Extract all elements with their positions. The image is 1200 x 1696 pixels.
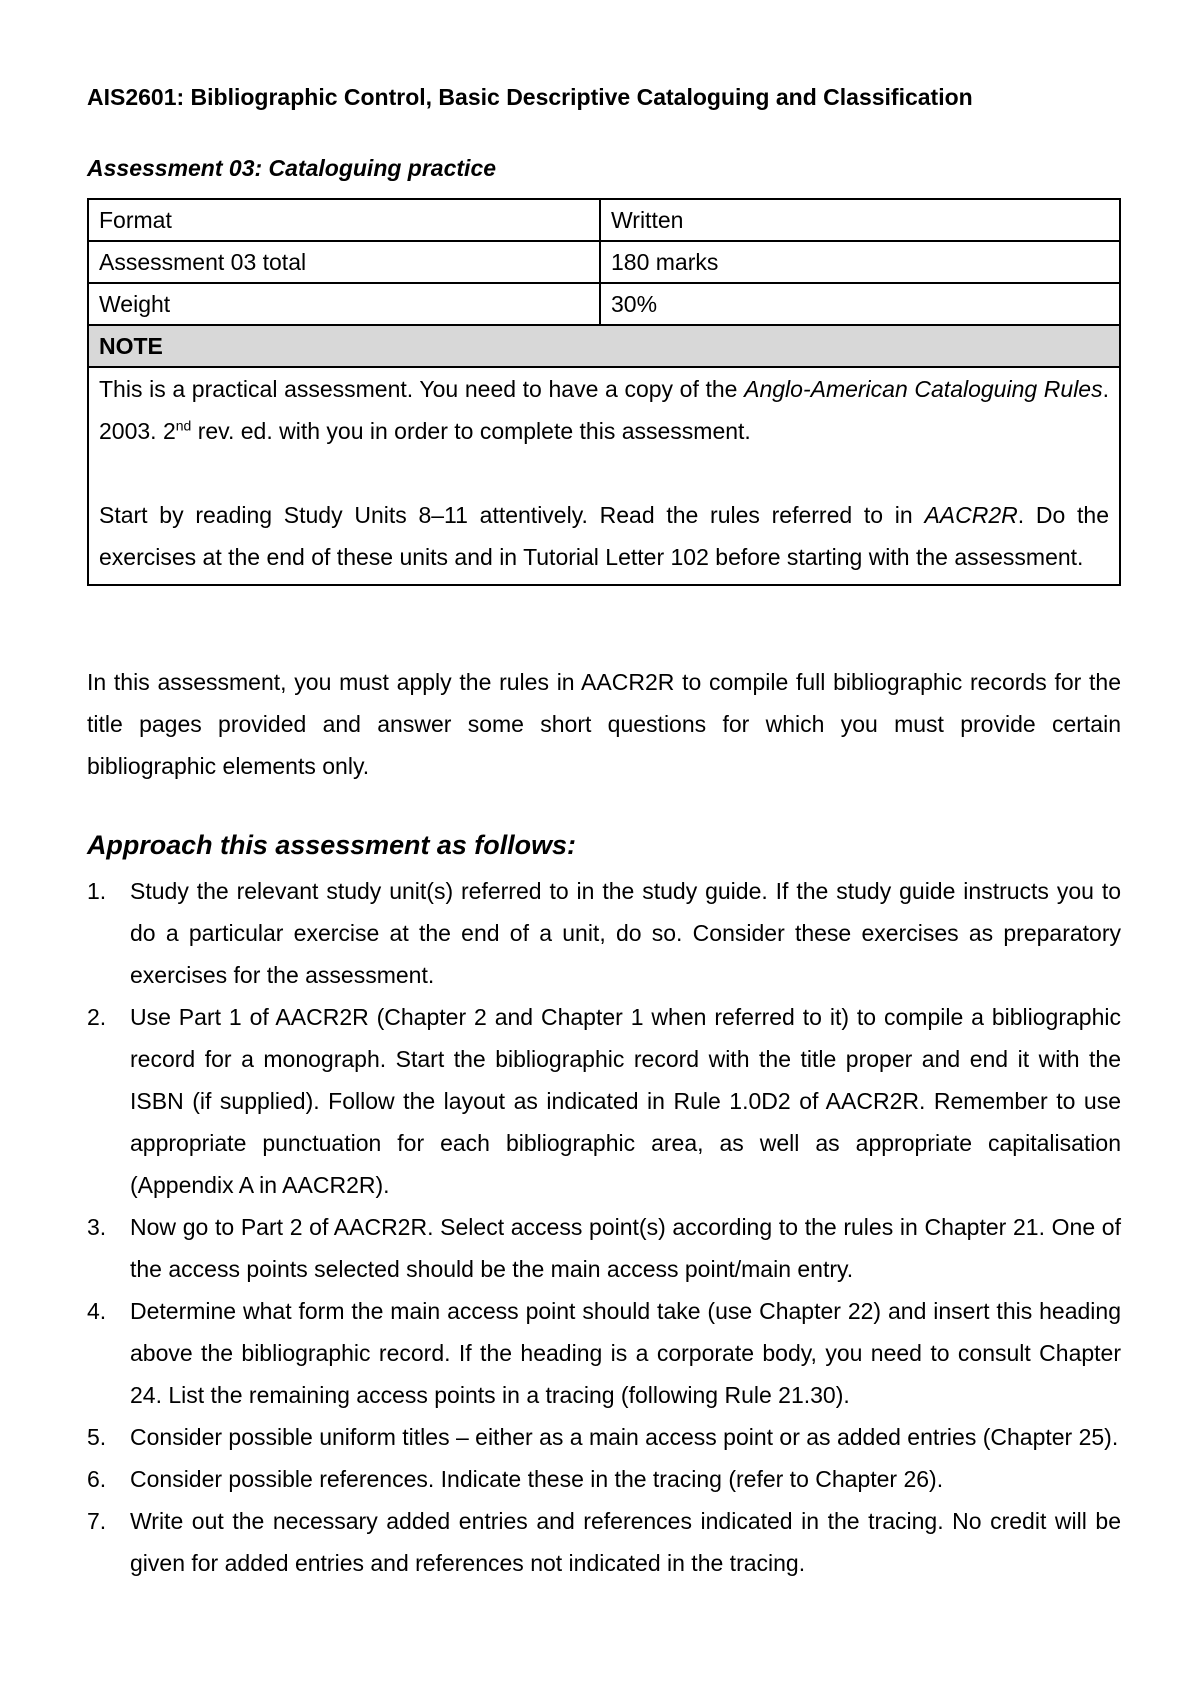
list-item bbox=[87, 1290, 1121, 1416]
list-item bbox=[87, 1458, 1121, 1500]
note-body bbox=[89, 368, 1119, 584]
approach-steps-list bbox=[87, 870, 1121, 1584]
note-text: rev. ed. with you in order to complete this assessment. bbox=[191, 418, 751, 444]
list-item bbox=[87, 1416, 1121, 1458]
assessment-info-table bbox=[87, 198, 1121, 586]
step-text: Now go to Part 2 of AACR2R. Select access point(s) according to the rules in Chapter 21. One of the access points selected should be the main access point/main entry. bbox=[130, 1214, 1121, 1282]
ordinal-suffix: nd bbox=[175, 417, 192, 434]
course-title: AIS2601: Bibliographic Control, Basic Descriptive Cataloguing and Classification bbox=[87, 84, 973, 110]
step-number: 7. bbox=[87, 1508, 107, 1534]
note-text: This is a practical assessment. You need to have a copy of the bbox=[99, 376, 745, 402]
step-text: Use Part 1 of AACR2R (Chapter 2 and Chapter 1 when referred to it) to compile a bibliographic record for a monograph. Start the bibliographic record with the title proper and end it with the ISBN (if supplied). Follow the layout as indicated in Rule 1.0D2 of AACR2R. Remember to use appropriate punctuation for each bibliographic area, as well as appropriate capitalisation (Appendix A in AACR2R). bbox=[130, 1004, 1121, 1198]
step-number: 4. bbox=[87, 1298, 107, 1324]
note-text: . 2003. 2 bbox=[99, 376, 1109, 444]
note-paragraph-2 bbox=[99, 494, 1109, 578]
approach-heading: Approach this assessment as follows: bbox=[87, 830, 576, 860]
table-row-format bbox=[89, 200, 1119, 242]
intro-paragraph: In this assessment, you must apply the rules in AACR2R to compile full bibliographic records for the title pages provided and answer some short questions for which you must provide certain bibliographic elements only. bbox=[87, 669, 1121, 779]
note-paragraph-1 bbox=[99, 368, 1109, 452]
table-row-weight bbox=[89, 284, 1119, 326]
step-text: Consider possible references. Indicate these in the tracing (refer to Chapter 26). bbox=[130, 1466, 944, 1492]
step-number: 6. bbox=[87, 1466, 107, 1492]
total-value: 180 marks bbox=[611, 249, 719, 275]
format-label: Format bbox=[89, 200, 601, 240]
step-text: Consider possible uniform titles – either as a main access point or as added entries (Chapter 25). bbox=[130, 1424, 1119, 1450]
rules-abbreviation: AACR2R bbox=[924, 502, 1018, 528]
format-value: Written bbox=[611, 207, 684, 233]
weight-label: Weight bbox=[89, 284, 601, 324]
table-row-total bbox=[89, 242, 1119, 284]
total-label: Assessment 03 total bbox=[89, 242, 601, 282]
book-title: Anglo-American Cataloguing Rules bbox=[744, 376, 1103, 402]
list-item bbox=[87, 870, 1121, 996]
list-item bbox=[87, 1500, 1121, 1584]
step-number: 3. bbox=[87, 1214, 107, 1240]
step-number: 1. bbox=[87, 878, 107, 904]
assessment-title: Assessment 03: Cataloguing practice bbox=[87, 155, 497, 181]
list-item bbox=[87, 1206, 1121, 1290]
step-text: Write out the necessary added entries and references indicated in the tracing. No credit will be given for added entries and references not indicated in the tracing. bbox=[130, 1508, 1121, 1576]
note-text: Start by reading Study Units 8–11 attentively. Read the rules referred to in bbox=[99, 502, 925, 528]
step-text: Determine what form the main access point should take (use Chapter 22) and insert this heading above the bibliographic record. If the heading is a corporate body, you need to consult Chapter 24. List the remaining access points in a tracing (following Rule 21.30). bbox=[130, 1298, 1121, 1408]
step-text: Study the relevant study unit(s) referred to in the study guide. If the study guide instructs you to do a particular exercise at the end of a unit, do so. Consider these exercises as preparatory exercises for the assessment. bbox=[130, 878, 1121, 988]
note-heading: NOTE bbox=[89, 326, 1119, 368]
list-item bbox=[87, 996, 1121, 1206]
note-text: . Do the exercises at the end of these units and in Tutorial Letter 102 before starting with the assessment. bbox=[99, 502, 1109, 570]
weight-value: 30% bbox=[611, 291, 658, 317]
step-number: 2. bbox=[87, 1004, 107, 1030]
step-number: 5. bbox=[87, 1424, 107, 1450]
